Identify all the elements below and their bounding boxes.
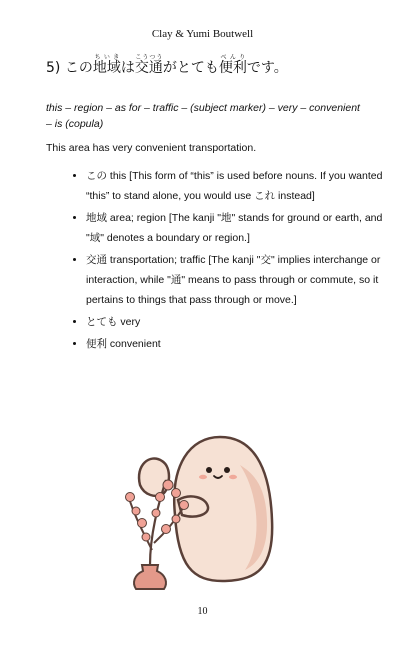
example-sentence xyxy=(46,54,376,80)
note-term: とても xyxy=(86,316,118,328)
ruby-benri: 便利べんり xyxy=(218,54,247,76)
note-item xyxy=(86,334,386,354)
running-header: Clay & Yumi Boutwell xyxy=(151,28,254,40)
note-item xyxy=(86,208,386,248)
blob-arm-raised xyxy=(139,458,169,495)
page-number: 10 xyxy=(197,606,208,617)
sentence-number: 5) xyxy=(46,60,65,76)
blob-with-blossoms-illustration xyxy=(120,425,280,590)
note-text: very xyxy=(117,316,141,328)
note-text: transportation; traffic [The kanji "交" implies interchange or interaction, while "通" means to pass through or commute, so it pertains to things that pass through or move.] xyxy=(86,254,381,306)
word-gloss: this – region – as for – traffic – (subject marker) – very – convenient – is (copula) xyxy=(46,102,360,130)
blob-cheek-left xyxy=(199,475,207,479)
note-item xyxy=(86,166,386,206)
sentence-part-2: は xyxy=(120,60,135,76)
ruby-chiiki: 地域ちいき xyxy=(92,54,121,76)
blob-eye-left xyxy=(206,467,212,473)
note-text: this [This form of “this” is used before nouns. If you wanted “this” to stand alone, you would use xyxy=(86,170,383,202)
note-text: instead] xyxy=(275,190,315,202)
blob-cheek-right xyxy=(229,475,237,479)
note-term: これ xyxy=(254,190,276,202)
note-term: 便利 xyxy=(86,338,107,350)
blob-eye-right xyxy=(224,467,230,473)
translation: This area has very convenient transportation. xyxy=(46,142,257,154)
sentence-part-4: です。 xyxy=(246,60,288,76)
note-text: area; region [The kanji "地" stands for ground or earth, and "域" denotes a boundary or region.] xyxy=(86,212,383,244)
sentence-part-3: がとても xyxy=(162,60,219,76)
note-term: 地域 xyxy=(86,212,107,224)
note-item xyxy=(86,312,386,332)
note-item xyxy=(86,250,386,310)
vase xyxy=(134,565,166,589)
note-text: convenient xyxy=(107,338,161,350)
note-term: 交通 xyxy=(86,254,107,266)
vocabulary-notes xyxy=(46,166,386,356)
note-term: この xyxy=(86,170,107,182)
ruby-koutsuu: 交通こうつう xyxy=(134,54,163,76)
sentence-part-1: この xyxy=(64,60,93,76)
